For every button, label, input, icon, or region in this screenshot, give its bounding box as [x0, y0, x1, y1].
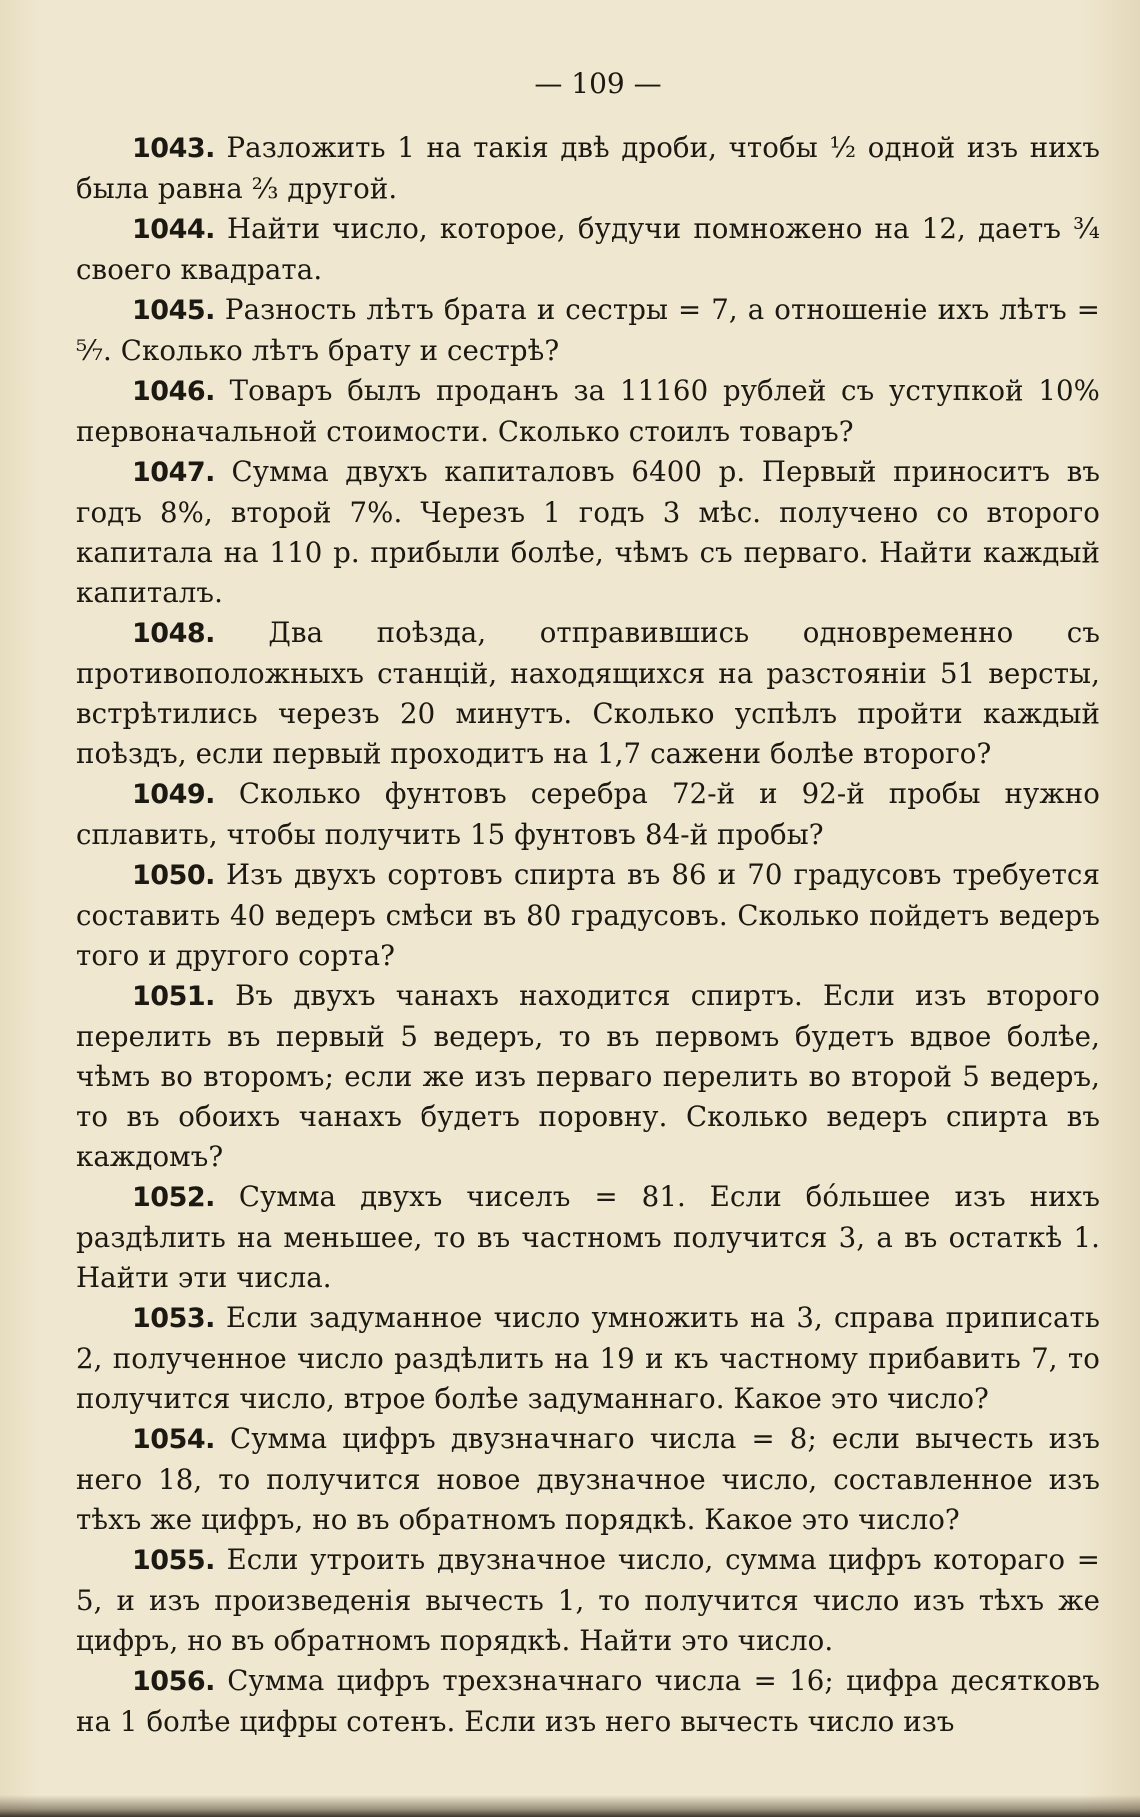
problem-text: Найти число, которое, будучи помножено на 12, даетъ ¾ своего квадрата. — [76, 212, 1100, 286]
problem-text: Два поѣзда, отправившись одновременно съ противоположныхъ станцій, находящихся на разстояніи 51 версты, встрѣтились черезъ 20 минутъ. Сколько успѣлъ пройти каждый поѣздъ, если первый проходитъ на 1,7 сажени болѣе второго? — [76, 616, 1100, 770]
problem-1046 — [76, 371, 1100, 452]
problem-1044 — [76, 209, 1100, 290]
problem-list — [76, 128, 1100, 1742]
problem-text: Сумма цифръ двузначнаго числа = 8; если вычесть изъ него 18, то получится новое двузначное число, составленное изъ тѣхъ же цифръ, но въ обратномъ порядкѣ. Какое это число? — [76, 1422, 1100, 1536]
problem-number: 1053. — [132, 1303, 215, 1334]
problem-text: Если задуманное число умножить на 3, справа приписать 2, полученное число раздѣлить на 19 и къ частному прибавить 7, то получится число, втрое болѣе задуманнаго. Какое это число? — [76, 1301, 1100, 1415]
problem-1054 — [76, 1419, 1100, 1540]
problem-text: Сумма двухъ капиталовъ 6400 р. Первый приноситъ въ годъ 8%, второй 7%. Черезъ 1 годъ 3 мѣс. получено со второго капитала на 110 р. прибыли болѣе, чѣмъ съ перваго. Найти каждый капиталъ. — [76, 455, 1100, 609]
problem-number: 1051. — [132, 981, 215, 1012]
problem-number: 1055. — [132, 1545, 215, 1576]
problem-1043 — [76, 128, 1100, 209]
problem-1051 — [76, 976, 1100, 1177]
page-number: — 109 — — [534, 67, 662, 100]
problem-number: 1054. — [132, 1424, 215, 1455]
problem-number: 1056. — [132, 1666, 215, 1697]
problem-1050 — [76, 855, 1100, 976]
problem-1049 — [76, 774, 1100, 855]
problem-1053 — [76, 1298, 1100, 1419]
problem-number: 1044. — [132, 214, 215, 245]
problem-number: 1048. — [132, 618, 215, 649]
problem-1056 — [76, 1661, 1100, 1742]
problem-text: Сколько фунтовъ серебра 72-й и 92-й пробы нужно сплавить, чтобы получить 15 фунтовъ 84-й пробы? — [76, 777, 1101, 851]
problem-number: 1052. — [132, 1182, 215, 1213]
problem-1055 — [76, 1540, 1100, 1661]
problem-1045 — [76, 290, 1100, 371]
problem-text: Разность лѣтъ брата и сестры = 7, а отношеніе ихъ лѣтъ = ⁵⁄₇. Сколько лѣтъ брату и сестрѣ? — [76, 293, 1100, 367]
page-bottom-edge — [0, 1795, 1140, 1817]
problem-text: Изъ двухъ сортовъ спирта въ 86 и 70 градусовъ требуется составить 40 ведеръ смѣси въ 80 градусовъ. Сколько пойдетъ ведеръ того и другого сорта? — [76, 858, 1100, 972]
problem-text: Разложить 1 на такія двѣ дроби, чтобы ½ одной изъ нихъ была равна ⅔ другой. — [76, 131, 1100, 205]
problem-number: 1049. — [132, 779, 215, 810]
problem-1048 — [76, 613, 1100, 774]
problem-number: 1047. — [132, 457, 215, 488]
problem-number: 1043. — [132, 133, 215, 164]
problem-number: 1046. — [132, 376, 215, 407]
problem-text: Если утроить двузначное число, сумма цифръ котораго = 5, и изъ произведенія вычесть 1, то получится число изъ тѣхъ же цифръ, но въ обратномъ порядкѣ. Найти это число. — [76, 1543, 1100, 1657]
problem-text: Товаръ былъ проданъ за 11160 рублей съ уступкой 10% первоначальной стоимости. Сколько стоилъ товаръ? — [76, 374, 1100, 448]
problem-number: 1050. — [132, 860, 215, 891]
problem-1052 — [76, 1177, 1100, 1298]
problem-1047 — [76, 452, 1100, 613]
problem-text: Сумма цифръ трехзначнаго числа = 16; цифра десятковъ на 1 болѣе цифры сотенъ. Если изъ него вычесть число изъ — [76, 1664, 1100, 1738]
problem-text: Въ двухъ чанахъ находится спиртъ. Если изъ второго перелить въ первый 5 ведеръ, то въ первомъ будетъ вдвое болѣе, чѣмъ во второмъ; если же изъ перваго перелить во второй 5 ведеръ, то въ обоихъ чанахъ будетъ поровну. Сколько ведеръ спирта въ каждомъ? — [76, 979, 1101, 1173]
problem-number: 1045. — [132, 295, 215, 326]
problem-text: Сумма двухъ чиселъ = 81. Если бо́льшее изъ нихъ раздѣлить на меньшее, то въ частномъ получится 3, а въ остаткѣ 1. Найти эти числа. — [76, 1180, 1100, 1294]
